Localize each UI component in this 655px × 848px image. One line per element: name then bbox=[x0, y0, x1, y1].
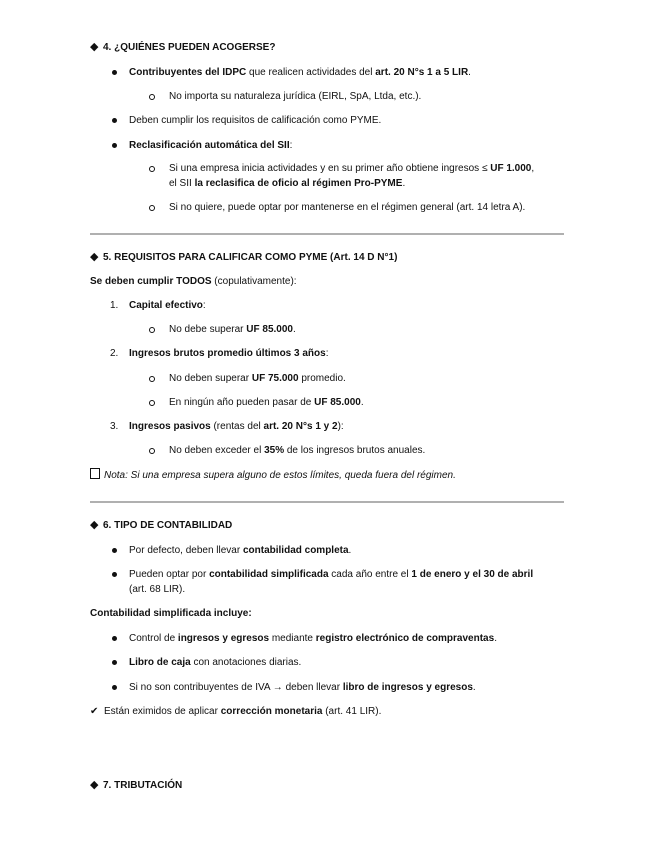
s6-check-line: ✔ Están eximidos de aplicar corrección monetaria (art. 41 LIR). bbox=[90, 706, 382, 717]
circle-bullet-icon bbox=[149, 400, 155, 406]
s4-bullet-1: Contribuyentes del IDPC que realicen actividades del art. 20 N°s 1 a 5 LIR. bbox=[129, 67, 471, 78]
s4-bullet-1-sub: No importa su naturaleza jurídica (EIRL, SpA, Ltda, etc.). bbox=[169, 91, 422, 102]
section-divider bbox=[90, 233, 564, 235]
list-number: 2. bbox=[110, 348, 119, 359]
diamond-icon: ◆ bbox=[90, 41, 99, 53]
section-7-heading: ◆ 7. TRIBUTACIÓN bbox=[90, 779, 183, 791]
s6-c-item-3: Si no son contribuyentes de IVA → deben llevar libro de ingresos y egresos. bbox=[129, 682, 476, 693]
s5-item-2-sub-2: En ningún año pueden pasar de UF 85.000. bbox=[169, 397, 364, 408]
section-4-heading: ◆ 4. ¿QUIÉNES PUEDEN ACOGERSE? bbox=[90, 41, 276, 53]
circle-bullet-icon bbox=[149, 94, 155, 100]
s5-item-3: Ingresos pasivos (rentas del art. 20 N°s 1 y 2): bbox=[129, 421, 344, 432]
circle-bullet-icon bbox=[149, 448, 155, 454]
diamond-icon: ◆ bbox=[90, 779, 99, 791]
diamond-icon: ◆ bbox=[90, 251, 99, 263]
bullet-icon bbox=[112, 70, 117, 75]
bullet-icon bbox=[112, 685, 117, 690]
bullet-icon bbox=[112, 143, 117, 148]
list-number: 3. bbox=[110, 421, 119, 432]
circle-bullet-icon bbox=[149, 327, 155, 333]
s6-bullet-2: Pueden optar por contabilidad simplificada cada año entre el 1 de enero y el 30 de abril bbox=[129, 569, 534, 580]
bullet-icon bbox=[112, 118, 117, 123]
s5-item-3-sub: No deben exceder el 35% de los ingresos brutos anuales. bbox=[169, 445, 426, 456]
bullet-icon bbox=[112, 636, 117, 641]
s4-bullet-3-sub-1: Si una empresa inicia actividades y en su primer año obtiene ingresos ≤ UF 1.000, bbox=[169, 163, 535, 174]
circle-bullet-icon bbox=[149, 166, 155, 172]
section-5-heading: ◆ 5. REQUISITOS PARA CALIFICAR COMO PYME (Art. 14 D N°1) bbox=[90, 251, 398, 263]
s6-c-item-2: Libro de caja con anotaciones diarias. bbox=[129, 657, 302, 668]
bullet-icon bbox=[112, 572, 117, 577]
circle-bullet-icon bbox=[149, 376, 155, 382]
s6-bullet-1: Por defecto, deben llevar contabilidad completa. bbox=[129, 545, 352, 556]
s5-item-1-sub: No debe superar UF 85.000. bbox=[169, 324, 296, 335]
s5-intro: Se deben cumplir TODOS (copulativamente): bbox=[90, 276, 297, 287]
section-6-heading: ◆ 6. TIPO DE CONTABILIDAD bbox=[90, 519, 233, 531]
s5-note: Nota: Si una empresa supera alguno de estos límites, queda fuera del régimen. bbox=[90, 468, 456, 482]
s5-item-1: Capital efectivo: bbox=[129, 300, 206, 311]
s4-bullet-3-sub-1-cont: el SII la reclasifica de oficio al régimen Pro-PYME. bbox=[169, 178, 406, 189]
section-divider bbox=[90, 501, 564, 503]
s4-bullet-3: Reclasificación automática del SII: bbox=[129, 140, 293, 151]
bullet-icon bbox=[112, 660, 117, 665]
list-number: 1. bbox=[110, 300, 119, 311]
s5-item-2: Ingresos brutos promedio últimos 3 años: bbox=[129, 348, 329, 359]
checkmark-icon: ✔ bbox=[90, 706, 99, 717]
note-icon bbox=[90, 468, 100, 479]
s6-bullet-2-cont: (art. 68 LIR). bbox=[129, 584, 186, 595]
bullet-icon bbox=[112, 548, 117, 553]
s4-bullet-3-sub-2: Si no quiere, puede optar por mantenerse en el régimen general (art. 14 letra A). bbox=[169, 202, 526, 213]
circle-bullet-icon bbox=[149, 205, 155, 211]
s5-item-2-sub-1: No deben superar UF 75.000 promedio. bbox=[169, 373, 346, 384]
s6-c-item-1: Control de ingresos y egresos mediante registro electrónico de compraventas. bbox=[129, 633, 497, 644]
diamond-icon: ◆ bbox=[90, 519, 99, 531]
s6-subheading: Contabilidad simplificada incluye: bbox=[90, 608, 252, 619]
s4-bullet-2: Deben cumplir los requisitos de calificación como PYME. bbox=[129, 115, 382, 126]
